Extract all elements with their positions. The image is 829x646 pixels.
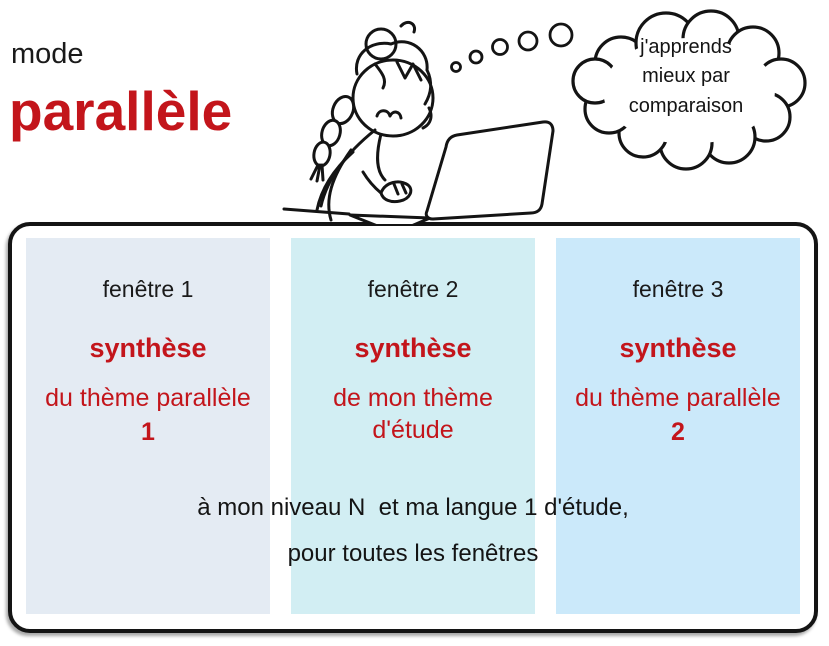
- bubble-line: mieux par: [642, 65, 730, 88]
- window-2-heading: synthèse: [354, 333, 472, 363]
- window-2-theme: de mon thème: [333, 384, 493, 412]
- head: [353, 60, 433, 136]
- parallel-mode-board: [8, 222, 818, 633]
- window-1-theme: du thème parallèle: [45, 384, 251, 412]
- student-laptop-illustration-icon: [281, 12, 565, 224]
- typing-arm: [363, 172, 381, 193]
- window-3-heading: synthèse: [619, 333, 737, 363]
- hair-curl: [401, 22, 415, 32]
- board-footer: [12, 494, 814, 569]
- footer-line: pour toutes les fenêtres: [287, 539, 539, 567]
- window-2-title: fenêtre 2: [367, 276, 459, 302]
- braid: [311, 93, 358, 181]
- window-3-theme: du thème parallèle: [575, 384, 781, 412]
- window-3-title: fenêtre 3: [632, 276, 724, 302]
- thought-bubble-text: [561, 3, 811, 173]
- bubble-line: j'apprends: [640, 35, 732, 58]
- window-3-theme-number: 2: [671, 418, 685, 446]
- body-line: [329, 150, 351, 220]
- window-1-theme-number: 1: [141, 418, 155, 446]
- chest-line: [378, 134, 385, 180]
- laptop-screen: [426, 122, 553, 219]
- laptop-keyboard: [350, 215, 430, 224]
- window-1-heading: synthèse: [89, 333, 207, 363]
- bubble-line: comparaison: [628, 94, 744, 117]
- mode-label: mode: [11, 38, 84, 70]
- page-title: parallèle: [9, 80, 233, 142]
- window-2-theme: d'étude: [372, 416, 454, 444]
- footer-line: à mon niveau N et ma langue 1 d'étude,: [197, 494, 629, 521]
- thought-bubble: [561, 3, 811, 173]
- window-1-title: fenêtre 1: [102, 276, 194, 302]
